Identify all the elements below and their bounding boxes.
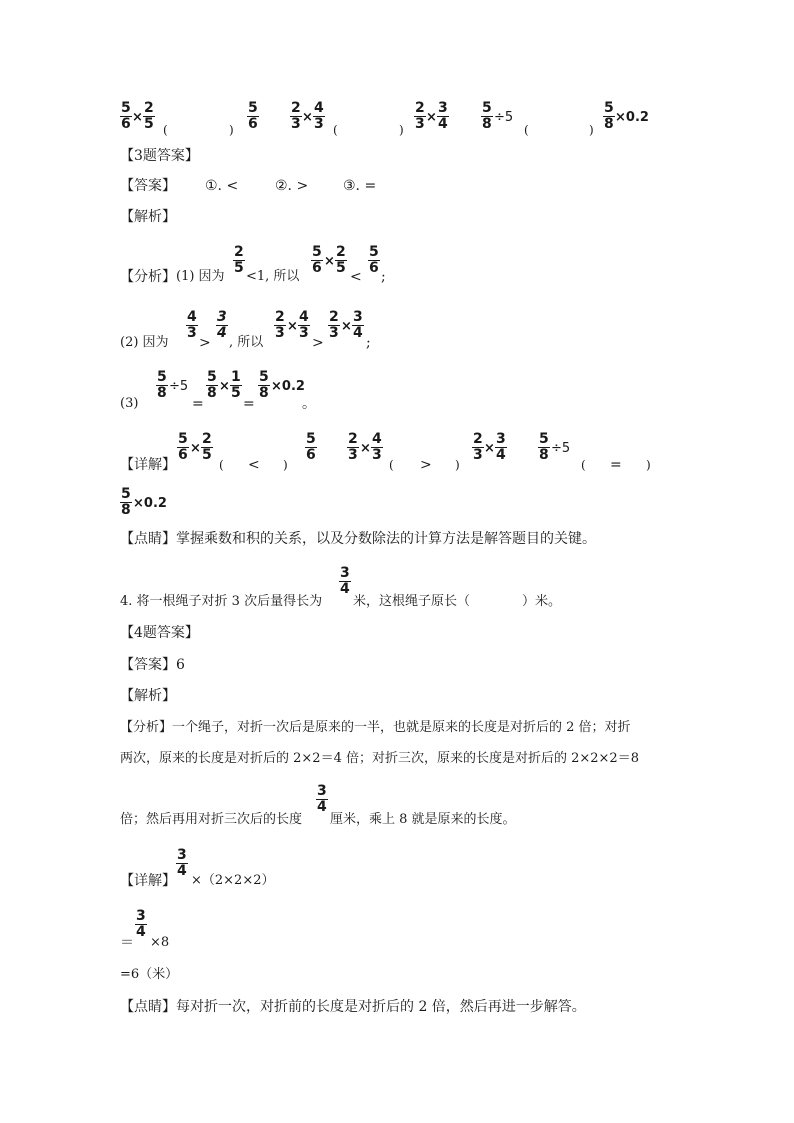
fraction: 5 8 bbox=[482, 100, 492, 132]
answer-item-1: ①. < bbox=[205, 178, 239, 194]
divide-operation: ÷5 bbox=[169, 379, 189, 394]
fraction: 2 5 bbox=[234, 244, 244, 276]
answer-item-2: ②. > bbox=[275, 178, 309, 194]
equals: = bbox=[243, 396, 255, 412]
answer-label: 【答案】 bbox=[120, 178, 176, 194]
times-decimal: ×0.2 bbox=[133, 496, 167, 511]
answer-blank-close: ) bbox=[646, 458, 651, 472]
period: 。 bbox=[302, 396, 316, 412]
fraction: 5 6 bbox=[121, 100, 131, 132]
fraction: 3 4 bbox=[177, 847, 187, 879]
fraction: 2 3 bbox=[329, 309, 339, 341]
q4-answer-line bbox=[120, 656, 185, 674]
fraction: 5 8 bbox=[539, 431, 549, 463]
times-decimal: ×0.2 bbox=[615, 110, 649, 125]
detail-expression: ×（2×2×2） bbox=[191, 873, 275, 888]
fraction: 4 3 bbox=[299, 309, 309, 341]
fraction: 2 3 bbox=[473, 431, 483, 463]
q4-fenxi-line-1 bbox=[120, 719, 631, 737]
fraction: 3 4 bbox=[496, 431, 506, 463]
answer-blank-open: ( bbox=[333, 123, 338, 137]
fraction: 2 3 bbox=[348, 431, 358, 463]
detail-answer-1: < bbox=[248, 457, 260, 473]
detail-answer-3: = bbox=[610, 457, 622, 473]
analysis-sub-label: 【分析】 bbox=[120, 269, 176, 285]
comment-label: 【点睛】 bbox=[120, 999, 176, 1015]
fraction: 3 4 bbox=[340, 565, 350, 597]
reason-1-prefix: (1) 因为 bbox=[176, 269, 225, 284]
times-sign: × bbox=[341, 319, 352, 334]
equals: = bbox=[192, 396, 204, 412]
q4-question-suffix: 米，这根绳子原长（ ）米。 bbox=[353, 594, 562, 609]
fraction: 4 3 bbox=[187, 309, 197, 341]
q3-answer-header: 【3题答案】 bbox=[120, 148, 199, 164]
comment-label: 【点睛】 bbox=[120, 531, 176, 547]
times-sign: × bbox=[287, 319, 298, 334]
q4-comment bbox=[120, 998, 586, 1016]
times-sign: × bbox=[190, 441, 201, 456]
fraction: 3 4 bbox=[438, 100, 448, 132]
q4-fenxi-line-2: 两次，原来的长度是对折后的 2×2＝4 倍；对折三次，原来的长度是对折后的 2×2×2＝8 bbox=[120, 751, 639, 766]
answer-blank-close: ) bbox=[455, 458, 460, 472]
q4-answer-header: 【4题答案】 bbox=[120, 625, 199, 641]
step-2-expression: ×8 bbox=[150, 935, 170, 950]
answer-item-3: ③. = bbox=[343, 178, 377, 194]
fraction: 5 6 bbox=[306, 431, 316, 463]
reason-2-text: , 所以 bbox=[229, 335, 264, 350]
fraction: 5 8 bbox=[121, 486, 131, 518]
fraction: 2 3 bbox=[291, 100, 301, 132]
times-sign: × bbox=[324, 254, 335, 269]
less-than: < bbox=[350, 269, 362, 285]
answer-blank-close: ) bbox=[283, 458, 288, 472]
fraction: 5 8 bbox=[157, 369, 167, 401]
answer-blank-open: ( bbox=[219, 458, 224, 472]
q4-analysis-label: 【解析】 bbox=[120, 688, 176, 704]
answer-blank-close: ) bbox=[399, 123, 404, 137]
times-decimal: ×0.2 bbox=[271, 379, 305, 394]
fraction: 3 4 bbox=[217, 309, 227, 341]
fraction: 2 5 bbox=[336, 244, 346, 276]
answer-blank-close: ) bbox=[229, 123, 234, 137]
q3-answer-line bbox=[120, 177, 176, 195]
divide-operation: ÷5 bbox=[551, 441, 571, 456]
times-sign: × bbox=[484, 441, 495, 456]
fraction: 2 5 bbox=[202, 431, 212, 463]
fraction: 2 5 bbox=[144, 100, 154, 132]
divide-operation: ÷5 bbox=[494, 110, 514, 125]
detail-answer-2: > bbox=[420, 457, 432, 473]
fraction: 5 6 bbox=[312, 244, 322, 276]
semicolon: ; bbox=[381, 269, 386, 285]
fraction: 2 3 bbox=[415, 100, 425, 132]
greater-than: > bbox=[199, 335, 211, 351]
fraction: 3 4 bbox=[136, 908, 146, 940]
analysis-sub-label: 【分析】 bbox=[120, 720, 173, 735]
fraction: 3 4 bbox=[317, 783, 327, 815]
fraction: 3 4 bbox=[353, 309, 363, 341]
detail-label: 【详解】 bbox=[120, 873, 176, 889]
detail-label: 【详解】 bbox=[120, 457, 176, 473]
times-sign: × bbox=[132, 110, 143, 125]
answer-value: 6 bbox=[176, 657, 185, 673]
times-sign: × bbox=[219, 379, 230, 394]
answer-blank-open: ( bbox=[163, 123, 168, 137]
fenxi-line-3-prefix: 倍；然后再用对折三次后的长度 bbox=[120, 812, 303, 827]
step-3-result: =6（米） bbox=[120, 967, 179, 982]
fraction: 5 8 bbox=[259, 369, 269, 401]
answer-blank-open: ( bbox=[581, 458, 586, 472]
fraction: 2 3 bbox=[275, 309, 285, 341]
fraction: 4 3 bbox=[372, 431, 382, 463]
times-sign: × bbox=[302, 110, 313, 125]
step-2-equals: ＝ bbox=[120, 935, 134, 951]
times-sign: × bbox=[360, 441, 371, 456]
reason-3-prefix: (3) bbox=[120, 396, 139, 411]
answer-blank-open: ( bbox=[389, 458, 394, 472]
fenxi-text: 一个绳子，对折一次后是原来的一半，也就是原来的长度是对折后的 2 倍；对折 bbox=[172, 720, 631, 735]
answer-blank-close: ) bbox=[589, 123, 594, 137]
fenxi-line-3-suffix: 厘米，乘上 8 就是原来的长度。 bbox=[330, 812, 516, 827]
fraction: 5 8 bbox=[207, 369, 217, 401]
fraction: 4 3 bbox=[314, 100, 324, 132]
fraction: 1 5 bbox=[231, 369, 241, 401]
fraction: 5 8 bbox=[604, 100, 614, 132]
q3-analysis-label: 【解析】 bbox=[120, 209, 176, 225]
q3-comment bbox=[120, 530, 596, 548]
semicolon: ; bbox=[366, 335, 371, 351]
q4-question-prefix: 4. 将一根绳子对折 3 次后量得长为 bbox=[120, 594, 323, 609]
comment-text: 掌握乘数和积的关系，以及分数除法的计算方法是解答题目的关键。 bbox=[176, 531, 596, 547]
answer-blank-open: ( bbox=[524, 123, 529, 137]
answer-label: 【答案】 bbox=[120, 657, 176, 673]
fraction: 5 6 bbox=[369, 244, 379, 276]
fraction: 5 6 bbox=[178, 431, 188, 463]
greater-than: > bbox=[312, 335, 324, 351]
fraction: 5 6 bbox=[248, 100, 258, 132]
reason-2-prefix: (2) 因为 bbox=[120, 335, 169, 350]
comment-text: 每对折一次，对折前的长度是对折后的 2 倍，然后再进一步解答。 bbox=[176, 999, 586, 1015]
reason-1-text: <1, 所以 bbox=[246, 269, 300, 284]
times-sign: × bbox=[426, 110, 437, 125]
